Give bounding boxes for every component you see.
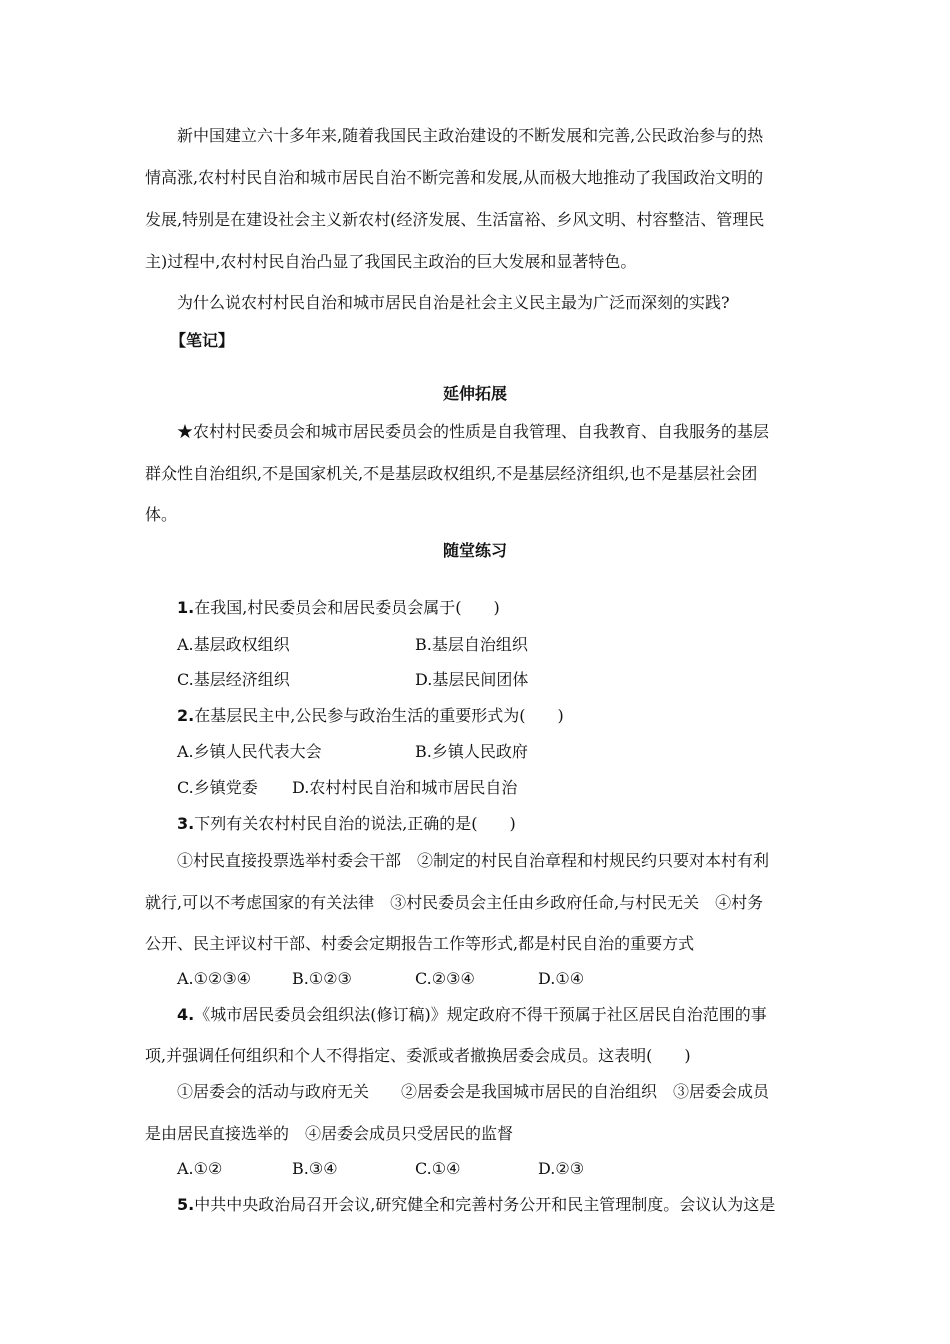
- q3-option-a: A.①②③④: [177, 969, 252, 988]
- question-4-stem-line-2: 项,并强调任何组织和个人不得指定、委派或者撤换居委会成员。这表明( ): [145, 1046, 691, 1065]
- q3-option-d: D.①④: [538, 969, 585, 988]
- q1-option-d: D.基层民间团体: [415, 670, 529, 689]
- question-2-stem: 在基层民主中,公民参与政治生活的重要形式为( ): [194, 706, 564, 725]
- question-2: [177, 706, 564, 726]
- intro-line-1: 新中国建立六十多年来,随着我国民主政治建设的不断发展和完善,公民政治参与的热: [177, 126, 764, 145]
- extension-line-2: 群众性自治组织,不是国家机关,不是基层政权组织,不是基层经济组织,也不是基层社会团: [145, 464, 758, 483]
- extension-line-3: 体。: [145, 505, 178, 524]
- q2-option-a: A.乡镇人民代表大会: [177, 742, 322, 761]
- question-4: [177, 1005, 767, 1025]
- question-4-number: 4.: [177, 1005, 195, 1024]
- q3-statement-line-1: ①村民直接投票选举村委会干部 ②制定的村民自治章程和村规民约只要对本村有利: [177, 851, 770, 870]
- q4-option-d: D.②③: [538, 1159, 585, 1178]
- notes-label: 【笔记】: [170, 331, 235, 350]
- q3-option-c: C.②③④: [415, 969, 475, 988]
- question-3-number: 3.: [177, 814, 195, 833]
- q4-option-a: A.①②: [177, 1159, 223, 1178]
- extension-heading: 延伸拓展: [442, 384, 507, 403]
- question-1: [177, 598, 500, 618]
- extension-line-1: ★农村村民委员会和城市居民委员会的性质是自我管理、自我教育、自我服务的基层: [177, 422, 770, 441]
- question-5-stem: 中共中央政治局召开会议,研究健全和完善村务公开和民主管理制度。会议认为这是: [194, 1195, 776, 1214]
- intro-question: 为什么说农村村民自治和城市居民自治是社会主义民主最为广泛而深刻的实践?: [177, 293, 730, 312]
- practice-heading: 随堂练习: [442, 541, 507, 560]
- question-3: [177, 814, 516, 834]
- question-1-stem: 在我国,村民委员会和居民委员会属于( ): [194, 598, 500, 617]
- q3-option-b: B.①②③: [292, 969, 352, 988]
- question-4-stem-line-1: 《城市居民委员会组织法(修订稿)》规定政府不得干预属于社区居民自治范围的事: [194, 1005, 767, 1024]
- question-5-number: 5.: [177, 1195, 195, 1214]
- q3-statement-line-3: 公开、民主评议村干部、村委会定期报告工作等形式,都是村民自治的重要方式: [145, 934, 695, 953]
- q2-option-c: C.乡镇党委: [177, 778, 258, 797]
- q4-option-b: B.③④: [292, 1159, 338, 1178]
- q3-statement-line-2: 就行,可以不考虑国家的有关法律 ③村民委员会主任由乡政府任命,与村民无关 ④村务: [145, 893, 764, 912]
- q4-statement-line-2: 是由居民直接选举的 ④居委会成员只受居民的监督: [145, 1124, 514, 1143]
- intro-line-3: 发展,特别是在建设社会主义新农村(经济发展、生活富裕、乡风文明、村容整洁、管理民: [145, 210, 765, 229]
- q2-option-d: D.农村村民自治和城市居民自治: [292, 778, 518, 797]
- question-2-number: 2.: [177, 706, 195, 725]
- q2-option-b: B.乡镇人民政府: [415, 742, 528, 761]
- q4-option-c: C.①④: [415, 1159, 461, 1178]
- intro-line-4: 主)过程中,农村村民自治凸显了我国民主政治的巨大发展和显著特色。: [145, 252, 637, 271]
- intro-line-2: 情高涨,农村村民自治和城市居民自治不断完善和发展,从而极大地推动了我国政治文明的: [145, 168, 764, 187]
- q1-option-b: B.基层自治组织: [415, 635, 528, 654]
- question-1-number: 1.: [177, 598, 195, 617]
- question-3-stem: 下列有关农村村民自治的说法,正确的是( ): [194, 814, 516, 833]
- q1-option-c: C.基层经济组织: [177, 670, 290, 689]
- q1-option-a: A.基层政权组织: [177, 635, 290, 654]
- question-5: [177, 1195, 775, 1215]
- q4-statement-line-1: ①居委会的活动与政府无关 ②居委会是我国城市居民的自治组织 ③居委会成员: [177, 1082, 770, 1101]
